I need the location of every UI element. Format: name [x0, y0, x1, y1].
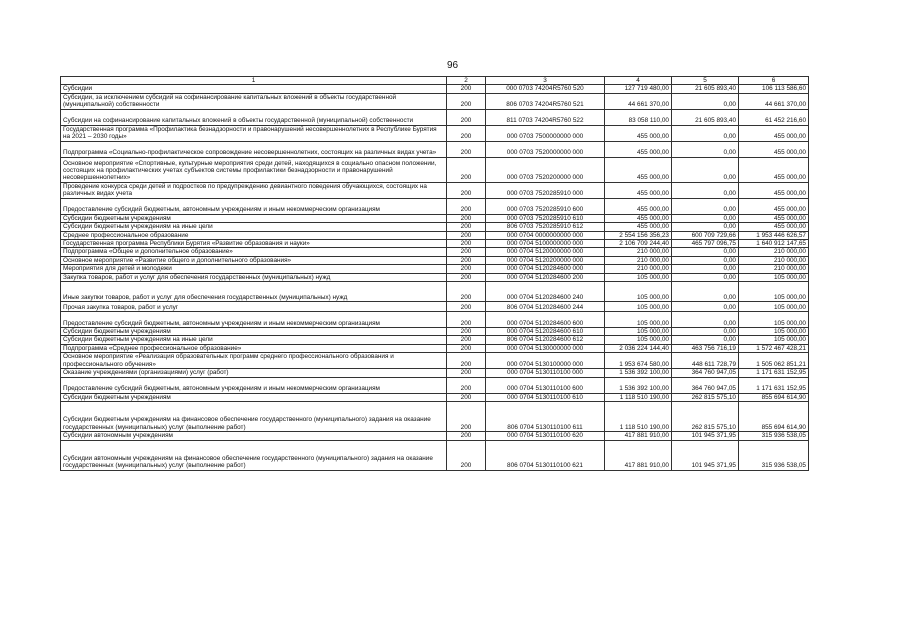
row-executed-amount-cell: 101 945 371,95: [672, 440, 739, 470]
row-grbs-cell: 200: [447, 312, 486, 328]
row-approved-amount-cell: 455 000,00: [605, 182, 672, 198]
row-name-cell: Субсидии на софинансирование капитальных вложений в объекты государственной (муниципальной) собственности: [61, 109, 447, 125]
row-approved-amount-cell: 455 000,00: [605, 223, 672, 231]
row-name-cell: Подпрограмма «Среднее профессиональное образование»: [61, 344, 447, 352]
row-grbs-cell: 200: [447, 432, 486, 440]
row-remaining-amount-cell: 855 694 614,90: [739, 393, 809, 401]
row-executed-amount-cell: 0,00: [672, 198, 739, 214]
column-header-4: 4: [605, 77, 672, 85]
row-executed-amount-cell: 0,00: [672, 93, 739, 109]
column-header-5: 5: [672, 77, 739, 85]
row-executed-amount-cell: 0,00: [672, 182, 739, 198]
row-remaining-amount-cell: 105 000,00: [739, 336, 809, 344]
row-approved-amount-cell: 455 000,00: [605, 125, 672, 141]
table-row: [61, 336, 809, 344]
row-remaining-amount-cell: 210 000,00: [739, 256, 809, 264]
row-approved-amount-cell: 2 036 224 144,40: [605, 344, 672, 352]
row-executed-amount-cell: 463 756 716,19: [672, 344, 739, 352]
row-approved-amount-cell: 1 118 510 190,00: [605, 402, 672, 432]
row-remaining-amount-cell: 106 113 586,60: [739, 85, 809, 93]
row-executed-amount-cell: 364 760 947,05: [672, 369, 739, 377]
row-grbs-cell: 200: [447, 440, 486, 470]
table-row: [61, 328, 809, 336]
row-executed-amount-cell: 0,00: [672, 214, 739, 222]
row-remaining-amount-cell: 105 000,00: [739, 312, 809, 328]
row-approved-amount-cell: 127 719 480,00: [605, 85, 672, 93]
row-approved-amount-cell: 455 000,00: [605, 214, 672, 222]
row-code-cell: 000 0704 0000000000 000: [486, 231, 605, 239]
row-name-cell: Субсидии автономным учреждениям на финансовое обеспечение государственного (муниципального) задания на оказание государственных (муниципальных) услуг (выполнение работ): [61, 440, 447, 470]
row-executed-amount-cell: 262 815 575,10: [672, 393, 739, 401]
row-grbs-cell: 200: [447, 85, 486, 93]
table-row: [61, 353, 809, 369]
row-name-cell: Основное мероприятие «Реализация образовательных программ среднего профессионального образования и профессионального обучения»: [61, 353, 447, 369]
row-code-cell: 000 0703 7520285910 000: [486, 182, 605, 198]
table-row: [61, 440, 809, 470]
row-executed-amount-cell: 0,00: [672, 248, 739, 256]
table-row: [61, 125, 809, 141]
row-approved-amount-cell: 210 000,00: [605, 256, 672, 264]
row-code-cell: 806 0704 5120284600 244: [486, 302, 605, 312]
row-code-cell: 000 0704 5130100000 000: [486, 353, 605, 369]
table-row: [61, 157, 809, 182]
row-remaining-amount-cell: 44 661 370,00: [739, 93, 809, 109]
row-name-cell: Закупка товаров, работ и услуг для обеспечения государственных (муниципальных) нужд: [61, 273, 447, 281]
table-row: [61, 85, 809, 93]
row-name-cell: Проведение конкурса среди детей и подростков по предупреждению девиантного поведения обучающихся, состоящих на различных видах учета: [61, 182, 447, 198]
row-executed-amount-cell: 448 611 728,79: [672, 353, 739, 369]
row-remaining-amount-cell: 1 171 631 152,95: [739, 369, 809, 377]
row-grbs-cell: 200: [447, 273, 486, 281]
table-row: [61, 256, 809, 264]
row-remaining-amount-cell: 1 171 631 152,95: [739, 377, 809, 393]
table-row: [61, 93, 809, 109]
page-number: 96: [446, 60, 459, 71]
row-grbs-cell: 200: [447, 328, 486, 336]
row-code-cell: 806 0704 5120284600 612: [486, 336, 605, 344]
row-code-cell: 000 0703 7500000000 000: [486, 125, 605, 141]
row-approved-amount-cell: 417 881 910,00: [605, 440, 672, 470]
row-executed-amount-cell: 0,00: [672, 328, 739, 336]
row-remaining-amount-cell: 1 953 446 626,57: [739, 231, 809, 239]
row-executed-amount-cell: 0,00: [672, 336, 739, 344]
row-name-cell: Государственная программа «Профилактика безнадзорности и правонарушений несовершеннолетних в Республике Бурятия на 2021 – 2030 годы»: [61, 125, 447, 141]
row-executed-amount-cell: 0,00: [672, 256, 739, 264]
row-code-cell: 000 0704 5130110100 610: [486, 393, 605, 401]
row-name-cell: Основное мероприятие «Развитие общего и дополнительного образования»: [61, 256, 447, 264]
table-row: [61, 302, 809, 312]
table-row: [61, 231, 809, 239]
row-remaining-amount-cell: 315 936 538,05: [739, 432, 809, 440]
row-name-cell: Субсидии бюджетным учреждениям: [61, 328, 447, 336]
row-executed-amount-cell: 0,00: [672, 302, 739, 312]
row-code-cell: 000 0703 7520200000 000: [486, 157, 605, 182]
row-name-cell: Субсидии: [61, 85, 447, 93]
row-grbs-cell: 200: [447, 302, 486, 312]
row-grbs-cell: 200: [447, 393, 486, 401]
row-grbs-cell: 200: [447, 141, 486, 157]
row-remaining-amount-cell: 105 000,00: [739, 273, 809, 281]
row-code-cell: 811 0703 74204R5760 522: [486, 109, 605, 125]
row-code-cell: 000 0704 5120284600 240: [486, 282, 605, 302]
row-name-cell: Основное мероприятие «Спортивные, культурные мероприятия среди детей, находящихся в социально опасном положении, состоящих на профилактических учетах субъектов системы профилактики безнадзорности и правонарушений несовершеннолетних»: [61, 157, 447, 182]
row-code-cell: 000 0704 5120284600 000: [486, 265, 605, 273]
row-code-cell: 000 0703 7520000000 000: [486, 141, 605, 157]
row-grbs-cell: 200: [447, 109, 486, 125]
row-approved-amount-cell: 105 000,00: [605, 273, 672, 281]
row-remaining-amount-cell: 455 000,00: [739, 182, 809, 198]
row-name-cell: Субсидии бюджетным учреждениям на финансовое обеспечение государственного (муниципального) задания на оказание государственных (муниципальных) услуг (выполнение работ): [61, 402, 447, 432]
row-approved-amount-cell: 105 000,00: [605, 312, 672, 328]
row-name-cell: Субсидии бюджетным учреждениям на иные цели: [61, 223, 447, 231]
column-header-2: 2: [447, 77, 486, 85]
row-grbs-cell: 200: [447, 353, 486, 369]
row-remaining-amount-cell: 455 000,00: [739, 214, 809, 222]
row-remaining-amount-cell: 210 000,00: [739, 265, 809, 273]
row-code-cell: 000 0704 5130110100 600: [486, 377, 605, 393]
row-code-cell: 806 0703 7520285910 612: [486, 223, 605, 231]
row-remaining-amount-cell: 105 000,00: [739, 328, 809, 336]
row-grbs-cell: 200: [447, 377, 486, 393]
row-code-cell: 000 0703 7520285910 610: [486, 214, 605, 222]
table-row: [61, 141, 809, 157]
row-name-cell: Подпрограмма «Общее и дополнительное образование»: [61, 248, 447, 256]
row-remaining-amount-cell: 855 694 614,90: [739, 402, 809, 432]
row-code-cell: 000 0704 5120000000 000: [486, 248, 605, 256]
row-remaining-amount-cell: 105 000,00: [739, 302, 809, 312]
table-row: [61, 369, 809, 377]
row-approved-amount-cell: 455 000,00: [605, 157, 672, 182]
row-grbs-cell: 200: [447, 157, 486, 182]
row-grbs-cell: 200: [447, 182, 486, 198]
row-code-cell: 000 0703 7520285910 600: [486, 198, 605, 214]
row-code-cell: 000 0704 5120284600 600: [486, 312, 605, 328]
row-code-cell: 000 0704 5130110100 000: [486, 369, 605, 377]
row-executed-amount-cell: 0,00: [672, 312, 739, 328]
row-approved-amount-cell: 210 000,00: [605, 248, 672, 256]
row-approved-amount-cell: 417 881 910,00: [605, 432, 672, 440]
row-approved-amount-cell: 105 000,00: [605, 302, 672, 312]
row-remaining-amount-cell: 315 936 538,05: [739, 440, 809, 470]
column-header-1: 1: [61, 77, 447, 85]
row-grbs-cell: 200: [447, 93, 486, 109]
row-executed-amount-cell: 0,00: [672, 273, 739, 281]
row-executed-amount-cell: 101 945 371,95: [672, 432, 739, 440]
table-body: [61, 85, 809, 470]
row-approved-amount-cell: 1 118 510 190,00: [605, 393, 672, 401]
table-row: [61, 344, 809, 352]
row-code-cell: 000 0704 5120284600 610: [486, 328, 605, 336]
row-remaining-amount-cell: 1 640 912 147,65: [739, 240, 809, 248]
row-code-cell: 806 0704 5130110100 621: [486, 440, 605, 470]
table-row: [61, 198, 809, 214]
row-executed-amount-cell: 0,00: [672, 125, 739, 141]
row-grbs-cell: 200: [447, 265, 486, 273]
row-name-cell: Прочая закупка товаров, работ и услуг: [61, 302, 447, 312]
row-grbs-cell: 200: [447, 256, 486, 264]
row-remaining-amount-cell: 455 000,00: [739, 157, 809, 182]
budget-execution-table: [60, 76, 809, 471]
column-number-header-row: [61, 77, 809, 85]
row-approved-amount-cell: 455 000,00: [605, 198, 672, 214]
row-remaining-amount-cell: 455 000,00: [739, 141, 809, 157]
table-row: [61, 109, 809, 125]
column-header-3: 3: [486, 77, 605, 85]
row-name-cell: Государственная программа Республики Бурятия «Развитие образования и науки»: [61, 240, 447, 248]
row-name-cell: Подпрограмма «Социально-профилактическое сопровождение несовершеннолетних, состоящих на различных видах учета»: [61, 141, 447, 157]
row-grbs-cell: 200: [447, 198, 486, 214]
row-code-cell: 000 0704 5120284600 200: [486, 273, 605, 281]
table-row: [61, 223, 809, 231]
table-row: [61, 273, 809, 281]
row-name-cell: Предоставление субсидий бюджетным, автономным учреждениям и иным некоммерческим организациям: [61, 198, 447, 214]
row-grbs-cell: 200: [447, 402, 486, 432]
row-grbs-cell: 200: [447, 369, 486, 377]
row-remaining-amount-cell: 210 000,00: [739, 248, 809, 256]
row-grbs-cell: 200: [447, 282, 486, 302]
row-name-cell: Оказание учреждениями (организациями) услуг (работ): [61, 369, 447, 377]
row-approved-amount-cell: 105 000,00: [605, 282, 672, 302]
row-code-cell: 000 0703 74204R5760 520: [486, 85, 605, 93]
row-name-cell: Субсидии автономным учреждениям: [61, 432, 447, 440]
row-grbs-cell: 200: [447, 344, 486, 352]
row-grbs-cell: 200: [447, 336, 486, 344]
table-row: [61, 265, 809, 273]
row-remaining-amount-cell: 455 000,00: [739, 198, 809, 214]
row-executed-amount-cell: 21 605 893,40: [672, 109, 739, 125]
row-grbs-cell: 200: [447, 214, 486, 222]
row-remaining-amount-cell: 1 572 467 428,21: [739, 344, 809, 352]
row-name-cell: Среднее профессиональное образование: [61, 231, 447, 239]
row-name-cell: Субсидии бюджетным учреждениям: [61, 393, 447, 401]
column-header-6: 6: [739, 77, 809, 85]
table-row: [61, 240, 809, 248]
row-approved-amount-cell: 83 058 110,00: [605, 109, 672, 125]
row-executed-amount-cell: 21 605 893,40: [672, 85, 739, 93]
row-approved-amount-cell: 44 661 370,00: [605, 93, 672, 109]
row-remaining-amount-cell: 1 505 062 851,21: [739, 353, 809, 369]
table-row: [61, 248, 809, 256]
row-name-cell: Иные закупки товаров, работ и услуг для обеспечения государственных (муниципальных) нужд: [61, 282, 447, 302]
row-approved-amount-cell: 2 106 709 244,40: [605, 240, 672, 248]
row-executed-amount-cell: 465 797 096,75: [672, 240, 739, 248]
row-code-cell: 806 0704 5130110100 611: [486, 402, 605, 432]
row-grbs-cell: 200: [447, 125, 486, 141]
row-code-cell: 000 0704 5130110100 620: [486, 432, 605, 440]
row-approved-amount-cell: 455 000,00: [605, 141, 672, 157]
row-executed-amount-cell: 0,00: [672, 157, 739, 182]
table-row: [61, 432, 809, 440]
row-executed-amount-cell: 262 815 575,10: [672, 402, 739, 432]
row-name-cell: Предоставление субсидий бюджетным, автономным учреждениям и иным некоммерческим организациям: [61, 377, 447, 393]
row-grbs-cell: 200: [447, 240, 486, 248]
row-name-cell: Субсидии бюджетным учреждениям на иные цели: [61, 336, 447, 344]
row-approved-amount-cell: 210 000,00: [605, 265, 672, 273]
row-code-cell: 806 0703 74204R5760 521: [486, 93, 605, 109]
row-approved-amount-cell: 105 000,00: [605, 328, 672, 336]
row-approved-amount-cell: 1 536 392 100,00: [605, 369, 672, 377]
table-row: [61, 393, 809, 401]
table-row: [61, 282, 809, 302]
row-executed-amount-cell: 600 709 729,66: [672, 231, 739, 239]
table-row: [61, 312, 809, 328]
row-approved-amount-cell: 2 554 156 356,23: [605, 231, 672, 239]
row-executed-amount-cell: 364 760 947,05: [672, 377, 739, 393]
row-executed-amount-cell: 0,00: [672, 265, 739, 273]
table-row: [61, 402, 809, 432]
row-remaining-amount-cell: 61 452 216,60: [739, 109, 809, 125]
table-row: [61, 377, 809, 393]
row-grbs-cell: 200: [447, 231, 486, 239]
row-remaining-amount-cell: 455 000,00: [739, 223, 809, 231]
table-row: [61, 214, 809, 222]
row-executed-amount-cell: 0,00: [672, 141, 739, 157]
row-code-cell: 000 0704 5100000000 000: [486, 240, 605, 248]
row-name-cell: Субсидии, за исключением субсидий на софинансирование капитальных вложений в объекты государственной (муниципальной) собственности: [61, 93, 447, 109]
row-grbs-cell: 200: [447, 248, 486, 256]
row-approved-amount-cell: 1 953 674 580,00: [605, 353, 672, 369]
row-grbs-cell: 200: [447, 223, 486, 231]
row-name-cell: Субсидии бюджетным учреждениям: [61, 214, 447, 222]
row-name-cell: Предоставление субсидий бюджетным, автономным учреждениям и иным некоммерческим организациям: [61, 312, 447, 328]
row-approved-amount-cell: 1 536 392 100,00: [605, 377, 672, 393]
row-executed-amount-cell: 0,00: [672, 282, 739, 302]
row-remaining-amount-cell: 455 000,00: [739, 125, 809, 141]
row-name-cell: Мероприятия для детей и молодежи: [61, 265, 447, 273]
row-approved-amount-cell: 105 000,00: [605, 336, 672, 344]
table-row: [61, 182, 809, 198]
row-executed-amount-cell: 0,00: [672, 223, 739, 231]
row-code-cell: 000 0704 5130000000 000: [486, 344, 605, 352]
row-code-cell: 000 0704 5120200000 000: [486, 256, 605, 264]
row-remaining-amount-cell: 105 000,00: [739, 282, 809, 302]
